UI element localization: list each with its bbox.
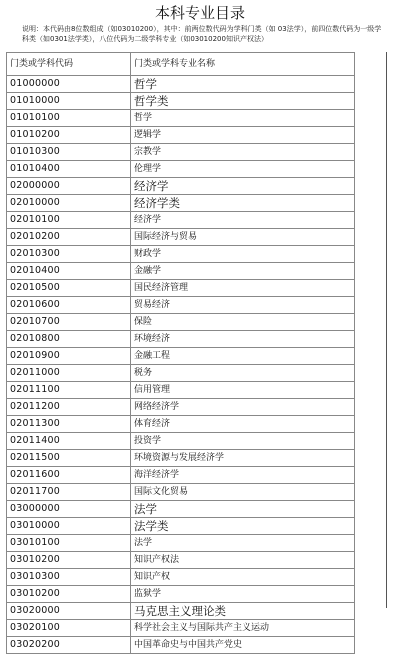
discipline-code: 02011100 <box>7 382 131 399</box>
discipline-code: 02010000 <box>7 195 131 212</box>
table-row <box>7 399 355 416</box>
table-edge-line <box>386 52 387 608</box>
discipline-code: 01010200 <box>7 127 131 144</box>
discipline-code: 02010800 <box>7 331 131 348</box>
table-row <box>7 229 355 246</box>
discipline-code: 03020000 <box>7 603 131 620</box>
discipline-code: 02010200 <box>7 229 131 246</box>
discipline-code: 02010600 <box>7 297 131 314</box>
discipline-name: 金融学 <box>131 263 355 280</box>
discipline-code: 03010200 <box>7 552 131 569</box>
table-row <box>7 365 355 382</box>
table-row <box>7 501 355 518</box>
table-row <box>7 620 355 637</box>
discipline-name: 经济学 <box>131 212 355 229</box>
discipline-code: 01010100 <box>7 110 131 127</box>
table-row <box>7 280 355 297</box>
discipline-name: 海洋经济学 <box>131 467 355 484</box>
discipline-code: 02011400 <box>7 433 131 450</box>
discipline-code: 02010900 <box>7 348 131 365</box>
discipline-name: 国际文化贸易 <box>131 484 355 501</box>
discipline-name: 法学 <box>131 535 355 552</box>
discipline-code: 02010500 <box>7 280 131 297</box>
table-row <box>7 416 355 433</box>
discipline-name: 中国革命史与中国共产党史 <box>131 637 355 654</box>
discipline-name: 贸易经济 <box>131 297 355 314</box>
discipline-code: 02011000 <box>7 365 131 382</box>
discipline-code: 02010300 <box>7 246 131 263</box>
table-row <box>7 467 355 484</box>
discipline-name: 财政学 <box>131 246 355 263</box>
discipline-code: 03010000 <box>7 518 131 535</box>
discipline-name: 经济学 <box>131 178 355 195</box>
discipline-name: 国际经济与贸易 <box>131 229 355 246</box>
discipline-name: 经济学类 <box>131 195 355 212</box>
discipline-name: 法学 <box>131 501 355 518</box>
discipline-code: 03010100 <box>7 535 131 552</box>
table-row <box>7 195 355 212</box>
discipline-code: 02000000 <box>7 178 131 195</box>
table-row <box>7 569 355 586</box>
discipline-name: 伦理学 <box>131 161 355 178</box>
table-row <box>7 263 355 280</box>
discipline-name: 环境资源与发展经济学 <box>131 450 355 467</box>
discipline-code: 01000000 <box>7 76 131 93</box>
discipline-name: 哲学 <box>131 110 355 127</box>
discipline-name: 法学类 <box>131 518 355 535</box>
table-row <box>7 348 355 365</box>
discipline-name: 保险 <box>131 314 355 331</box>
discipline-name: 网络经济学 <box>131 399 355 416</box>
table-row <box>7 144 355 161</box>
discipline-code: 02010100 <box>7 212 131 229</box>
discipline-name: 逻辑学 <box>131 127 355 144</box>
table-row <box>7 127 355 144</box>
table-row <box>7 433 355 450</box>
table-row <box>7 246 355 263</box>
table-body <box>7 76 355 654</box>
table-row <box>7 637 355 654</box>
table-row <box>7 586 355 603</box>
table-header-row <box>7 53 355 76</box>
table-row <box>7 331 355 348</box>
discipline-name: 哲学 <box>131 76 355 93</box>
table-row <box>7 382 355 399</box>
discipline-code: 01010300 <box>7 144 131 161</box>
discipline-name: 宗教学 <box>131 144 355 161</box>
discipline-code: 02011700 <box>7 484 131 501</box>
header-name: 门类或学科专业名称 <box>131 53 355 76</box>
discipline-name: 马克思主义理论类 <box>131 603 355 620</box>
description-note: 说明：本代码由8位数组成（如03010200），其中：前两位数代码为学科门类（如 03法学），前四位数代码为一级学科类（如0301法学类），八位代码为二级学科专业（如03010200知识产权法） <box>22 25 382 43</box>
discipline-code: 02010400 <box>7 263 131 280</box>
discipline-name: 体育经济 <box>131 416 355 433</box>
table-row <box>7 110 355 127</box>
table-row <box>7 297 355 314</box>
discipline-name: 哲学类 <box>131 93 355 110</box>
discipline-code: 02011500 <box>7 450 131 467</box>
table-row <box>7 178 355 195</box>
discipline-name: 知识产权 <box>131 569 355 586</box>
table-row <box>7 93 355 110</box>
table-row <box>7 161 355 178</box>
discipline-code: 02011600 <box>7 467 131 484</box>
discipline-code: 03010300 <box>7 569 131 586</box>
discipline-name: 投资学 <box>131 433 355 450</box>
discipline-name: 国民经济管理 <box>131 280 355 297</box>
discipline-name: 环境经济 <box>131 331 355 348</box>
table-row <box>7 314 355 331</box>
discipline-code: 01010400 <box>7 161 131 178</box>
discipline-code: 02010700 <box>7 314 131 331</box>
page-title: 本科专业目录 <box>154 4 245 22</box>
discipline-code: 01010000 <box>7 93 131 110</box>
discipline-code: 03020200 <box>7 637 131 654</box>
discipline-name: 税务 <box>131 365 355 382</box>
table-row <box>7 484 355 501</box>
table-row <box>7 518 355 535</box>
discipline-name: 信用管理 <box>131 382 355 399</box>
table-row <box>7 535 355 552</box>
table-row <box>7 76 355 93</box>
table-row <box>7 450 355 467</box>
discipline-code: 03020100 <box>7 620 131 637</box>
discipline-name: 监狱学 <box>131 586 355 603</box>
table-row <box>7 212 355 229</box>
discipline-name: 金融工程 <box>131 348 355 365</box>
discipline-code: 03010200 <box>7 586 131 603</box>
discipline-code: 02011200 <box>7 399 131 416</box>
major-catalog-table <box>6 52 355 654</box>
table-row <box>7 603 355 620</box>
header-code: 门类或学科代码 <box>7 53 131 76</box>
discipline-name: 科学社会主义与国际共产主义运动 <box>131 620 355 637</box>
discipline-code: 02011300 <box>7 416 131 433</box>
discipline-name: 知识产权法 <box>131 552 355 569</box>
discipline-code: 03000000 <box>7 501 131 518</box>
table-row <box>7 552 355 569</box>
